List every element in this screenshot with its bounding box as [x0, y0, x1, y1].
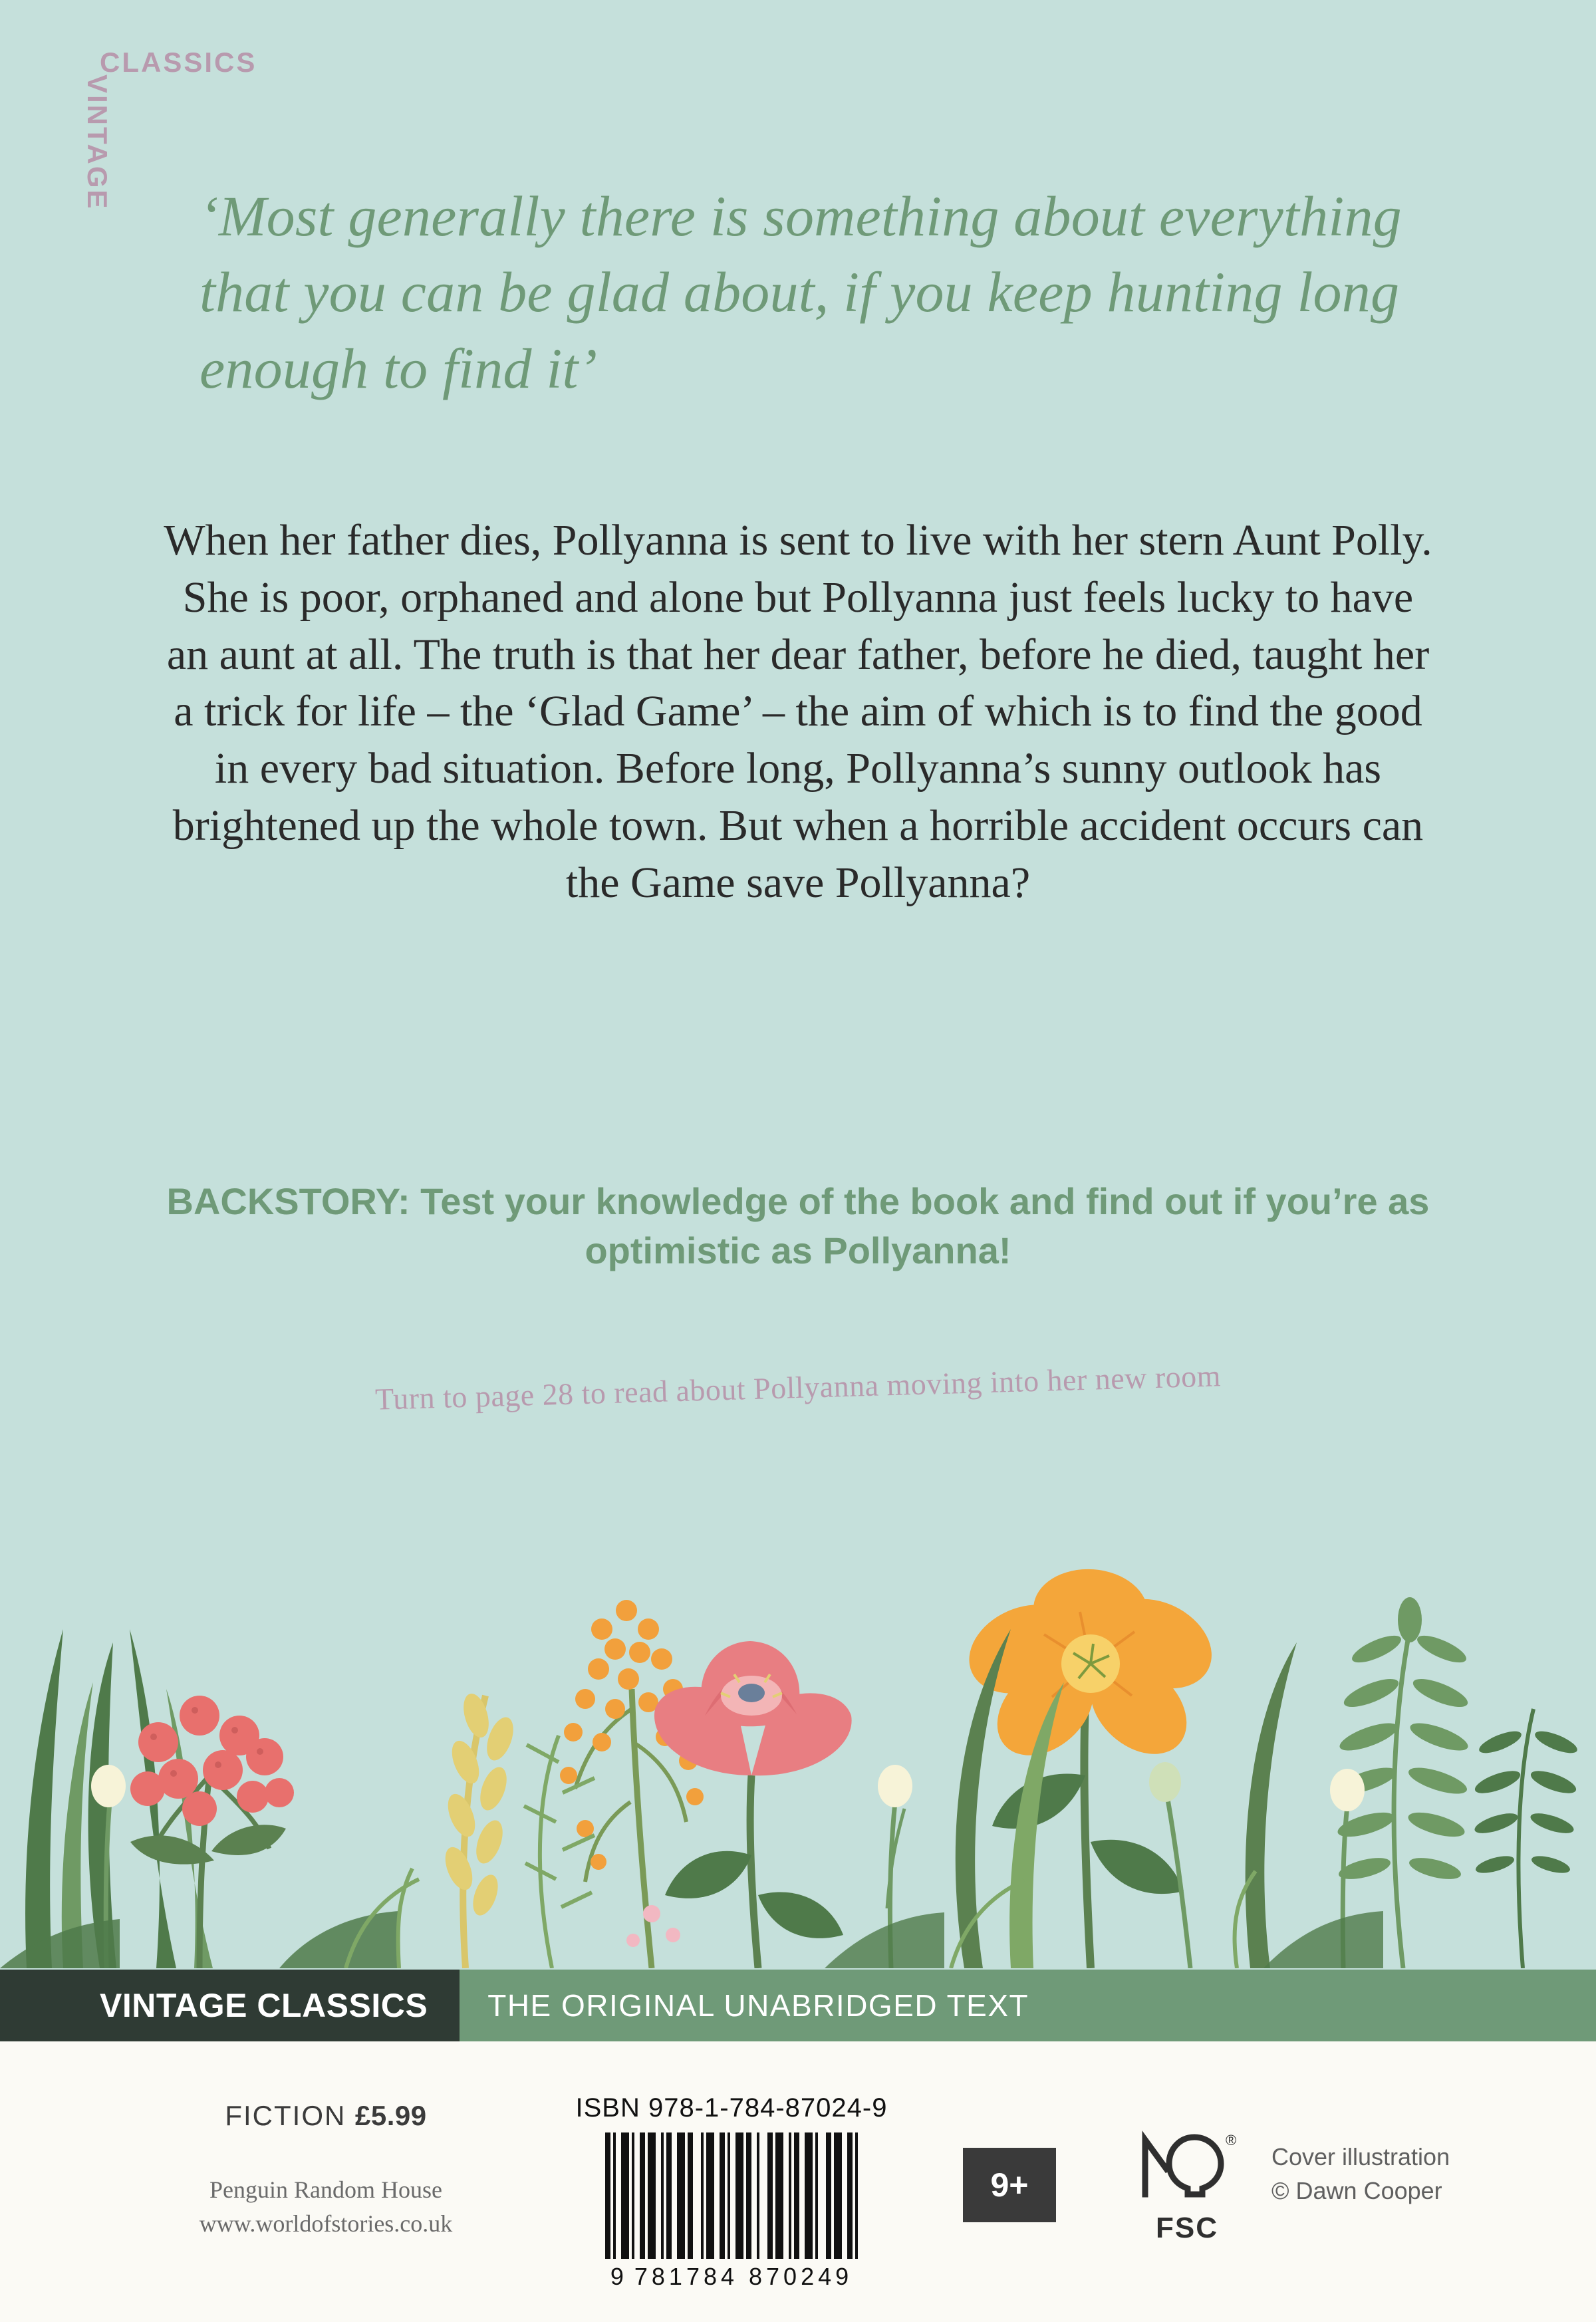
- barcode-digits: [532, 2263, 931, 2291]
- series-banner: [0, 1970, 1596, 2041]
- publisher-block: [153, 2173, 499, 2241]
- fsc-label: FSC: [1156, 2212, 1218, 2244]
- floral-illustration: [0, 1430, 1596, 1968]
- imprint-vintage-label: VINTAGE: [82, 74, 113, 211]
- barcode-lead-digit: 9: [610, 2263, 625, 2290]
- fsc-tree-icon: [1137, 2125, 1237, 2210]
- cover-credit-line2: © Dawn Cooper: [1271, 2177, 1442, 2205]
- imprint-classics-label: CLASSICS: [100, 47, 257, 78]
- banner-imprint-label: VINTAGE CLASSICS: [0, 1970, 460, 2041]
- age-rating-badge: 9+: [963, 2148, 1056, 2222]
- cover-credit: [1271, 2140, 1537, 2208]
- price-block: [153, 2100, 499, 2241]
- publisher-name: Penguin Random House: [209, 2176, 442, 2203]
- cover-credit-line1: Cover illustration: [1271, 2143, 1450, 2170]
- blurb-text: When her father dies, Pollyanna is sent to live with her stern Aunt Polly. She is poor, orphaned and alone but Pollyanna just feels lucky to have an aunt at all. The truth is that her dear father, before he died, taught her a trick for life – the ‘Glad Game’ – the aim of which is to find the good in every bad situation. Before long, Pollyanna’s sunny outlook has brightened up the whole town. But when a horrible accident occurs can the Game save Pollyanna?: [164, 516, 1432, 907]
- publisher-website[interactable]: www.worldofstories.co.uk: [199, 2210, 453, 2238]
- pull-quote: ‘Most generally there is something about everything that you can be glad about, if you keep hunting long enough to find it’: [200, 184, 1402, 400]
- svg-text:®: ®: [1226, 2132, 1237, 2148]
- cover-footer: [0, 2041, 1596, 2322]
- barcode-image: [532, 2132, 931, 2259]
- fsc-logo: [1124, 2125, 1250, 2245]
- turn-to-page-note: [0, 1358, 1596, 1416]
- turn-to-page-text: Turn to page 28 to read about Pollyanna moving into her new room: [374, 1358, 1222, 1416]
- barcode-number: 781784 870249: [634, 2263, 853, 2290]
- category-price-line: [153, 2100, 499, 2132]
- backstory-callout: BACKSTORY: Test your knowledge of the book and find out if you’re as optimistic as Pollyanna!: [166, 1180, 1430, 1272]
- banner-tagline: THE ORIGINAL UNABRIDGED TEXT: [460, 1970, 1596, 2041]
- price-label: £5.99: [355, 2100, 427, 2131]
- imprint-wordmark: [72, 47, 257, 392]
- isbn-block: [532, 2093, 931, 2291]
- isbn-label: ISBN 978-1-784-87024-9: [575, 2093, 888, 2123]
- category-label: FICTION: [225, 2100, 346, 2131]
